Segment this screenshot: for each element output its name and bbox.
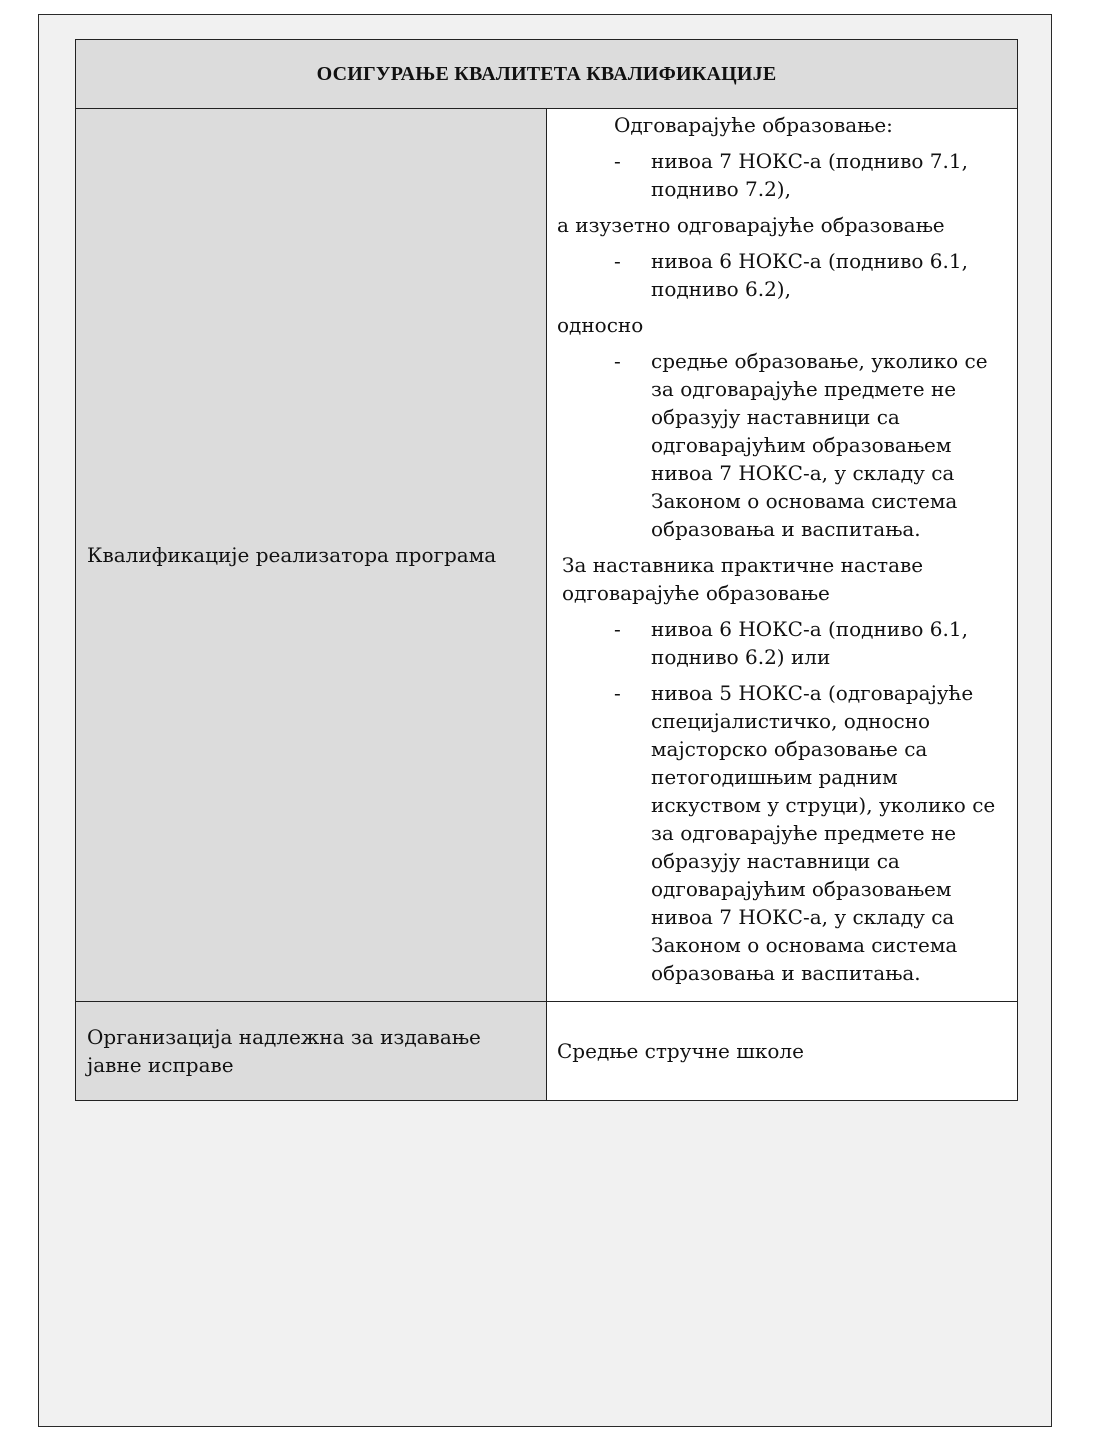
list-item-text: нивоа 6 НОКС-а (подниво 6.1, подниво 6.2), <box>651 249 968 301</box>
dash-marker: - <box>614 617 621 641</box>
practical-intro: За наставника практичне наставе одговарајуће образовање <box>562 553 924 605</box>
list-item-text: нивоа 7 НОКС-а (подниво 7.1, подниво 7.2), <box>651 149 968 201</box>
table-title: ОСИГУРАЊЕ КВАЛИТЕТА КВАЛИФИКАЦИЈЕ <box>76 40 1018 109</box>
qualifications-label: Квалификације реализатора програма <box>76 109 547 1002</box>
dash-marker: - <box>614 149 621 173</box>
exception-text: а изузетно одговарајуће образовање <box>557 213 945 237</box>
list-item <box>557 247 1005 303</box>
list-item-text: нивоа 5 НОКС-а (одговарајуће специјалистичко, односно мајсторско образовање са петогодишњим радним искуством у струци), уколико се за одговарајуће предмете не образују наставници са одговарајућим образовањем нивоа 7 НОКС-а, у складу са Законом о основама система образовања и васпитања. <box>651 681 996 985</box>
qualifications-content <box>547 109 1018 1002</box>
list-item-text: нивоа 6 НОКС-а (подниво 6.1, подниво 6.2) или <box>651 617 968 669</box>
dash-marker: - <box>614 681 621 705</box>
list-item <box>557 147 1005 203</box>
education-intro: Одговарајуће образовање: <box>614 113 893 137</box>
document-page <box>38 14 1052 1427</box>
dash-marker: - <box>614 249 621 273</box>
list-item <box>557 679 1005 987</box>
organization-value: Средње стручне школе <box>547 1002 1018 1101</box>
respectively-text: односно <box>557 313 644 337</box>
dash-marker: - <box>614 349 621 373</box>
organization-label: Организација надлежна за издавање јавне исправе <box>76 1002 547 1101</box>
list-item-text: средње образовање, уколико се за одговарајуће предмете не образују наставници са одговарајућим образовањем нивоа 7 НОКС-а, у складу са Законом о основама система образовања и васпитања. <box>651 349 988 541</box>
list-item <box>557 347 1005 543</box>
quality-assurance-table <box>75 39 1018 1101</box>
list-item <box>557 615 1005 671</box>
